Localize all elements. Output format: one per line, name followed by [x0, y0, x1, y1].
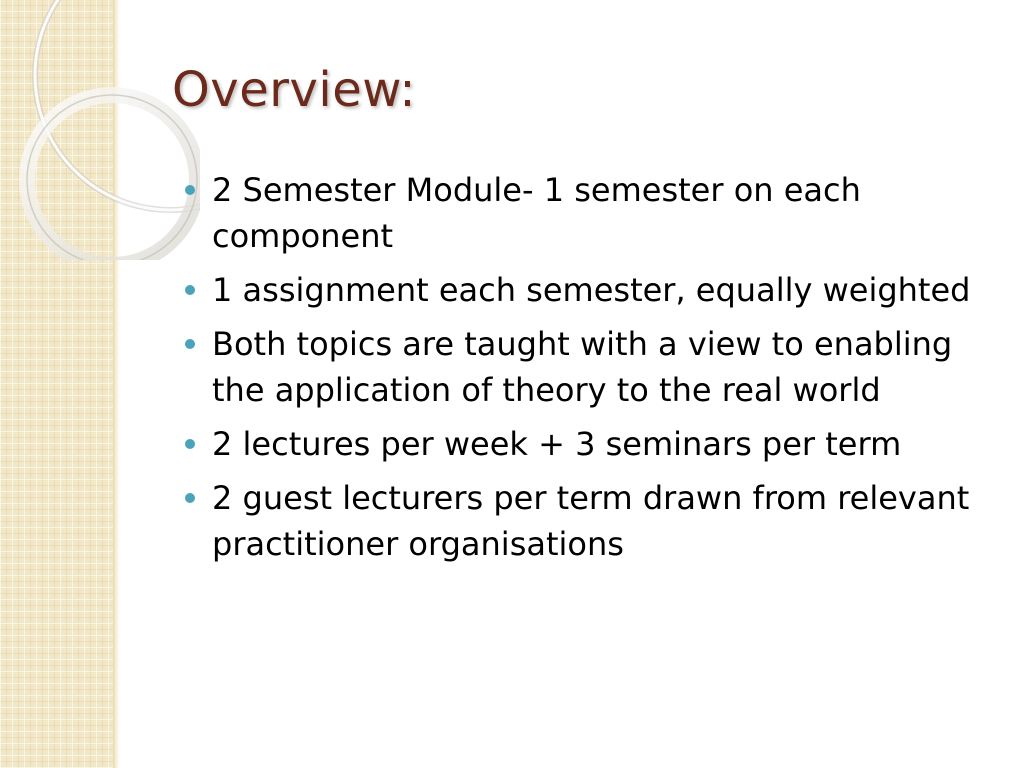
bullet-item [185, 167, 1005, 259]
bullet-item [185, 321, 1005, 413]
bullet-item [185, 421, 1005, 467]
bullet-text: 2 guest lecturers per term drawn from relevant practitioner organisations [212, 479, 970, 563]
bullet-text: Both topics are taught with a view to enabling the application of theory to the real world [212, 325, 953, 409]
bullet-text: 2 lectures per week + 3 seminars per term [212, 425, 902, 463]
bullet-dot-icon [185, 185, 195, 195]
bullet-dot-icon [185, 493, 195, 503]
bullet-list [185, 167, 1005, 575]
bullet-item [185, 267, 1005, 313]
decorative-rings-icon [0, 0, 200, 260]
slide-title: Overview: [172, 62, 417, 118]
bullet-item [185, 475, 1005, 567]
bullet-dot-icon [185, 439, 195, 449]
bullet-dot-icon [185, 285, 195, 295]
bullet-text: 1 assignment each semester, equally weighted [212, 271, 971, 309]
bullet-dot-icon [185, 339, 195, 349]
bullet-text: 2 Semester Module- 1 semester on each component [212, 171, 861, 255]
